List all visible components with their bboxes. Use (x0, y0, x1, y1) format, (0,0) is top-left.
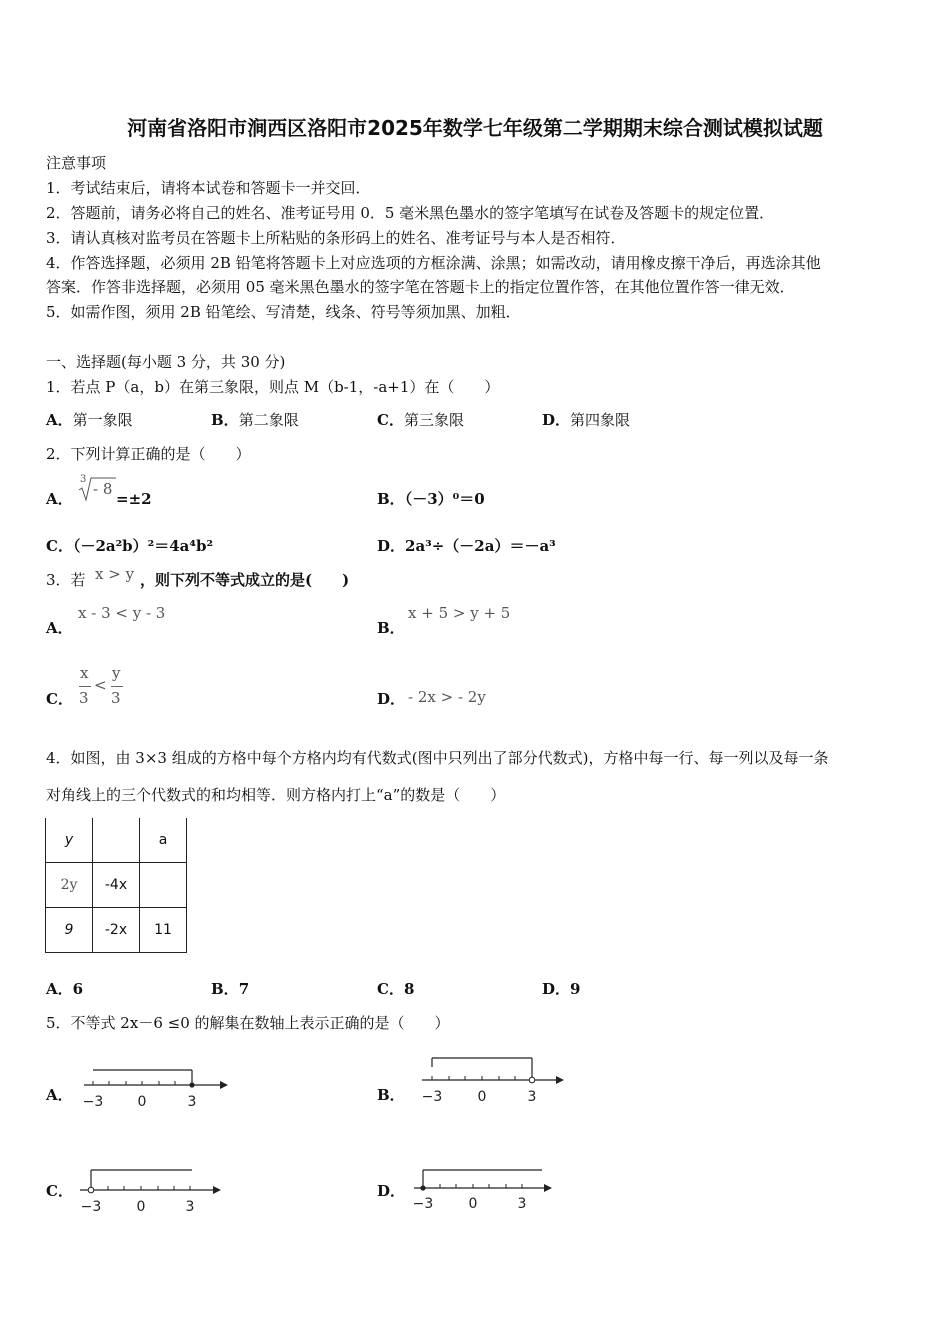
notice-item: 1．考试结束后，请将本试卷和答题卡一并交回． (46, 179, 371, 197)
fraction-numerator: x (80, 664, 89, 682)
grid-cell: 9 (46, 908, 93, 953)
q2-option-a-value: =±2 (116, 490, 152, 508)
fraction-numerator: y (112, 664, 121, 682)
question-5-stem: 5．不等式 2x－6 ≤0 的解集在数轴上表示正确的是（ ） (46, 1014, 450, 1032)
grid-cell: 11 (140, 908, 187, 953)
fraction-bar (111, 686, 123, 687)
grid-cell (93, 818, 140, 863)
q5-option-c-label: C． (46, 1182, 73, 1200)
notice-item: 5．如需作图，须用 2B 铅笔绘、写清楚，线条、符号等须加黑、加粗． (46, 303, 521, 321)
notice-heading: 注意事项 (46, 154, 107, 172)
question-3-prefix: 3．若 (46, 571, 86, 589)
question-3-suffix: ，则下列不等式成立的是( ) (140, 571, 350, 589)
tick-label: −3 (421, 1089, 443, 1105)
q2-option-b: B．（－3）⁰＝0 (377, 490, 485, 508)
fraction-denominator: 3 (79, 689, 89, 707)
notice-item: 4．作答选择题，必须用 2B 铅笔将答题卡上对应选项的方框涂满、涂黑；如需改动，请用橡皮擦干净后，再选涂其他 (46, 254, 821, 272)
q3-option-a-label: A． (46, 619, 73, 637)
relation-symbol: < (94, 676, 107, 694)
tick-label: −3 (82, 1094, 104, 1110)
tick-label: 3 (527, 1089, 537, 1105)
q3-option-a-expression: x - 3 < y - 3 (78, 604, 166, 622)
q3-option-c-label: C． (46, 690, 73, 708)
q1-option-b: B．第二象限 (211, 411, 299, 429)
tick-label: −3 (80, 1199, 102, 1215)
q3-option-b-label: B． (377, 619, 405, 637)
question-1-stem: 1．若点 P（a，b）在第三象限，则点 M（b-1，-a+1）在（ ） (46, 378, 500, 396)
grid-cell: -2x (93, 908, 140, 953)
grid-cell: a (140, 818, 187, 863)
tick-label: 0 (468, 1196, 478, 1212)
number-line-b (418, 1053, 568, 1109)
q5-option-a-label: A． (46, 1086, 73, 1104)
q3-option-b-expression: x + 5 > y + 5 (408, 604, 511, 622)
q3-option-d-label: D． (377, 690, 406, 708)
q2-option-c: C．（－2a²b）²＝4a⁴b² (46, 537, 214, 555)
q4-option-a: A．6 (46, 980, 84, 998)
q4-option-c: C．8 (377, 980, 415, 998)
question-2-stem: 2．下列计算正确的是（ ） (46, 445, 251, 463)
q3-option-d-expression: - 2x > - 2y (408, 688, 486, 706)
radicand: - 8 (93, 480, 113, 498)
number-line-d (408, 1162, 558, 1214)
tick-label: 0 (136, 1199, 146, 1215)
q1-option-d: D．第四象限 (542, 411, 631, 429)
radical-index: 3 (80, 474, 87, 485)
question-3-condition: x > y (95, 565, 135, 583)
q5-option-d-label: D． (377, 1182, 406, 1200)
q3-option-c-expression (76, 664, 131, 710)
tick-label: 3 (185, 1199, 195, 1215)
grid-cell: -4x (93, 863, 140, 908)
section-heading: 一、选择题(每小题 3 分，共 30 分) (46, 353, 286, 371)
tick-label: 3 (187, 1094, 197, 1110)
number-line-a (78, 1060, 228, 1112)
tick-label: 0 (137, 1094, 147, 1110)
number-line-c (76, 1164, 226, 1216)
question-4-line1: 4．如图，由 3×3 组成的方格中每个方格内均有代数式(图中只列出了部分代数式)，方格中每一行、每一列以及每一条 (46, 749, 829, 767)
notice-item: 2．答题前，请务必将自己的姓名、准考证号用 0．5 毫米黑色墨水的签字笔填写在试卷及答题卡的规定位置． (46, 204, 775, 222)
question-4-line2: 对角线上的三个代数式的和均相等．则方格内打上“a”的数是（ ） (46, 786, 506, 804)
page-title: 河南省洛阳市涧西区洛阳市2025年数学七年级第二学期期末综合测试模拟试题 (127, 116, 823, 140)
q5-option-b-label: B． (377, 1086, 405, 1104)
grid-cell (140, 863, 187, 908)
q2-option-a: A． (46, 490, 73, 508)
q4-option-b: B．7 (211, 980, 250, 998)
magic-square-grid (45, 818, 187, 953)
fraction-denominator: 3 (111, 689, 121, 707)
notice-item: 答案．作答非选择题，必须用 05 毫米黑色墨水的签字笔在答题卡上的指定位置作答，在其他位置作答一律无效． (46, 278, 795, 296)
tick-label: 0 (477, 1089, 487, 1105)
cube-root-expression (78, 476, 118, 506)
grid-cell: y (46, 818, 93, 863)
fraction-bar (79, 686, 91, 687)
q1-option-c: C．第三象限 (377, 411, 464, 429)
notice-item: 3．请认真核对监考员在答题卡上所粘贴的条形码上的姓名、准考证号与本人是否相符． (46, 229, 626, 247)
tick-label: 3 (517, 1196, 527, 1212)
grid-cell: 2y (46, 863, 93, 908)
tick-label: −3 (412, 1196, 434, 1212)
q1-option-a: A．第一象限 (46, 411, 133, 429)
q4-option-d: D．9 (542, 980, 581, 998)
q2-option-d: D．2a³÷（－2a）＝－a³ (377, 537, 556, 555)
